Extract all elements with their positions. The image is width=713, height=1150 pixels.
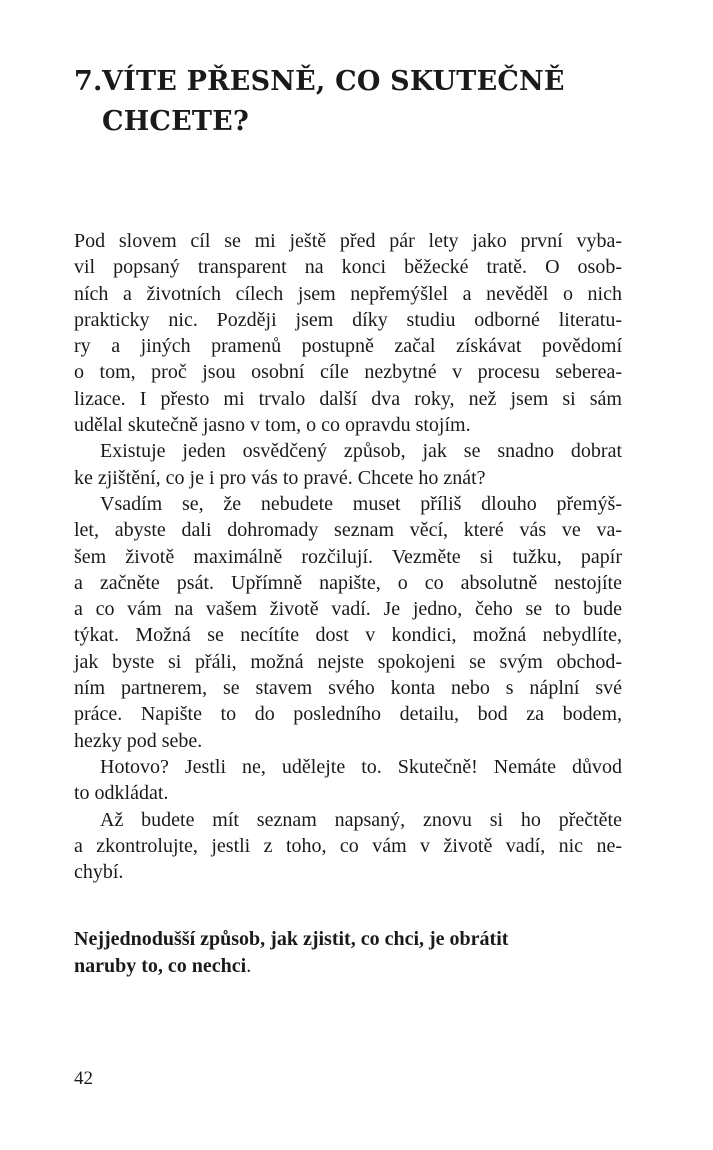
text-line: ních a životních cílech jsem nepřemýšlel a nevěděl o nich — [74, 282, 622, 305]
text-line: práce. Napište to do posledního detailu, bod za bodem, — [74, 703, 622, 726]
chapter-title — [74, 62, 634, 142]
text-line: prakticky nic. Později jsem díky studiu odborné literatu- — [74, 308, 622, 331]
text-line: udělal skutečně jasno v tom, o co opravdu stojím. — [74, 414, 471, 437]
text-line: let, abyste dali dohromady seznam věcí, které vás ve va- — [74, 519, 622, 542]
chapter-number: 7. — [74, 66, 103, 97]
key-takeaway — [74, 926, 634, 980]
key-takeaway-period: . — [246, 955, 252, 977]
key-takeaway-line-1: Nejjednodušší způsob, jak zjistit, co chci, je obrátit — [74, 928, 509, 950]
text-line: ke zjištění, co je i pro vás to pravé. Chcete ho znát? — [74, 466, 486, 489]
text-line: lizace. I přesto mi trvalo další dva roky, než jsem si sám — [74, 387, 622, 410]
text-line: jak byste si přáli, možná nejste spokojeni se svým obchod- — [74, 650, 622, 673]
paragraph-3 — [74, 491, 622, 754]
text-line: a začněte psát. Upřímně napište, o co absolutně nestojíte — [74, 571, 622, 594]
text-line: ním partnerem, se stavem svého konta nebo s náplní své — [74, 677, 622, 700]
text-line: chybí. — [74, 861, 124, 884]
chapter-title-line-1: VÍTE PŘESNĚ, CO SKUTEČNĚ — [102, 66, 565, 97]
text-line: týkat. Možná se necítíte dost v kondici, možná nebydlíte, — [74, 624, 622, 647]
text-line: a zkontrolujte, jestli z toho, co vám v životě vadí, nic ne- — [74, 834, 622, 857]
key-takeaway-line-2: naruby to, co nechci — [74, 955, 247, 977]
text-line: Hotovo? Jestli ne, udělejte to. Skutečně! Nemáte důvod — [100, 755, 622, 778]
page-number: 42 — [74, 1068, 93, 1089]
text-line: Pod slovem cíl se mi ještě před pár lety jako první vyba- — [74, 230, 622, 252]
text-line: a co vám na vašem životě vadí. Je jedno, čeho se to bude — [74, 598, 622, 621]
text-line: šem životě maximálně rozčilují. Vezměte si tužku, papír — [74, 545, 622, 568]
text-line: to odkládat. — [74, 782, 169, 805]
paragraph-1 — [74, 228, 622, 438]
text-line: Existuje jeden osvědčený způsob, jak se snadno dobrat — [100, 440, 622, 463]
chapter-title-line-2: CHCETE? — [102, 106, 249, 137]
paragraph-4 — [74, 754, 622, 807]
text-line: vil popsaný transparent na konci běžecké tratě. O osob- — [74, 256, 622, 279]
paragraph-5 — [74, 807, 622, 886]
text-line: Vsadím se, že nebudete muset příliš dlouho přemýš- — [100, 492, 622, 515]
text-line: hezky pod sebe. — [74, 729, 203, 752]
body-text — [74, 228, 622, 885]
text-line: o tom, proč jsou osobní cíle nezbytné v procesu seberea- — [74, 361, 622, 384]
text-line: Až budete mít seznam napsaný, znovu si ho přečtěte — [100, 808, 622, 831]
paragraph-2 — [74, 438, 622, 491]
text-line: ry a jiných pramenů postupně začal získávat povědomí — [74, 335, 622, 358]
